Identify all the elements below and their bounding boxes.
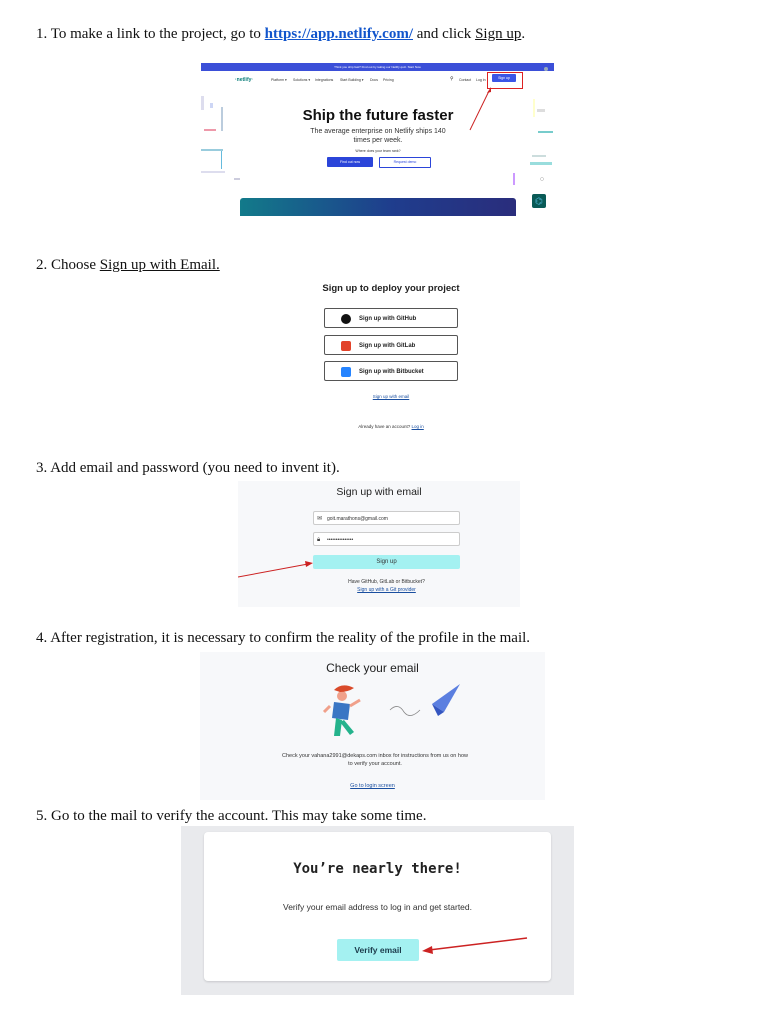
- verify-title: You’re nearly there!: [293, 861, 462, 877]
- screenshot-verify-email: [181, 826, 574, 995]
- screenshot-signup-options: [316, 280, 466, 440]
- lock-icon: 🔒︎: [317, 537, 321, 543]
- step-2: [36, 256, 220, 274]
- arrow-annotation: [181, 826, 574, 995]
- step-text: Go to the mail to verify the account. This may take some time.: [51, 808, 427, 824]
- password-field[interactable]: 🔒︎ •••••••••••••••: [313, 532, 460, 546]
- nav-item[interactable]: Start Building ▾: [340, 78, 364, 82]
- screenshot-check-email: [200, 652, 545, 800]
- step-number: 5.: [36, 808, 48, 824]
- step-4: [36, 629, 530, 647]
- github-signup-button[interactable]: Sign up with GitHub: [324, 308, 458, 328]
- signup-email-title: Sign up with email: [336, 486, 422, 498]
- netlify-link[interactable]: https://app.netlify.com/: [264, 26, 413, 42]
- nav-item[interactable]: Log in: [476, 78, 486, 82]
- step-action: Sign up with Email.: [99, 257, 220, 273]
- nav-item[interactable]: Solutions ▾: [293, 78, 311, 82]
- hero-title: Ship the future faster: [302, 107, 454, 124]
- step-text: and click: [416, 26, 472, 42]
- nav-item[interactable]: Platform ▾: [271, 78, 287, 82]
- paper-plane-illustration: [320, 682, 460, 750]
- hero-question: Where does your team rank?: [355, 149, 401, 153]
- email-field[interactable]: ✉ goit.marathons@gmail.com: [313, 511, 460, 525]
- arrow-annotation: [238, 481, 520, 607]
- verify-email-button[interactable]: Verify email: [337, 939, 419, 961]
- signup-submit-button[interactable]: Sign up: [313, 555, 460, 569]
- login-prompt: Already have an account? Log in: [358, 424, 424, 429]
- step-action: Sign up: [475, 26, 522, 42]
- signup-title: Sign up to deploy your project: [322, 283, 460, 294]
- netlify-logo: ·netlify·: [235, 77, 254, 83]
- gitlab-icon: [341, 341, 351, 351]
- github-icon: [341, 314, 351, 324]
- nav-item[interactable]: Integrations: [315, 78, 334, 82]
- step-number: 1.: [36, 26, 48, 42]
- step-number: 2.: [36, 257, 48, 273]
- nav-item[interactable]: Contact: [459, 78, 472, 82]
- chat-icon[interactable]: ⌬: [532, 194, 546, 208]
- step-3: [36, 459, 340, 477]
- nav-item[interactable]: Pricing: [383, 78, 394, 82]
- hero-gradient-panel: [240, 198, 516, 216]
- verify-text: Verify your email address to log in and get started.: [283, 902, 472, 912]
- step-number: 4.: [36, 630, 48, 646]
- step-1: 1. To make a link to the project, go to https://app.netlify.com/ and click Sign up.: [36, 26, 526, 42]
- search-icon[interactable]: ⚲: [450, 76, 454, 82]
- signup-button[interactable]: Sign up: [492, 74, 516, 82]
- promo-banner: Think you ship fast? Find out by taking our Netlify quiz. Start Now: [201, 63, 554, 71]
- step-number: 3.: [36, 460, 48, 476]
- email-signup-link[interactable]: Sign up with email: [372, 394, 410, 399]
- step-5: [36, 807, 426, 825]
- git-provider-link[interactable]: Sign up with a Git provider: [357, 587, 416, 593]
- request-demo-button[interactable]: Request demo: [379, 157, 431, 168]
- step-text: After registration, it is necessary to confirm the reality of the profile in the mail.: [50, 630, 531, 646]
- login-link[interactable]: Log in: [411, 424, 424, 429]
- bitbucket-signup-button[interactable]: Sign up with Bitbucket: [324, 361, 458, 381]
- bitbucket-icon: [341, 367, 351, 377]
- check-email-text: Check your vahana2991@dekaps.com inbox for instructions from us on how to verify your account.: [282, 753, 468, 767]
- check-email-title: Check your email: [326, 661, 419, 675]
- gitlab-signup-button[interactable]: Sign up with GitLab: [324, 335, 458, 355]
- screenshot-email-signup: [238, 481, 520, 607]
- mail-icon: ✉: [317, 516, 323, 522]
- find-out-button[interactable]: Find out now: [327, 157, 373, 167]
- step-text: Add email and password (you need to invent it).: [50, 460, 340, 476]
- screenshot-netlify-home: [201, 63, 554, 216]
- nav-item[interactable]: Docs: [370, 78, 378, 82]
- step-text: To make a link to the project, go to: [50, 26, 261, 42]
- hero-subtitle: The average enterprise on Netlify ships 140 times per week.: [310, 128, 446, 144]
- step-text: Choose: [51, 257, 96, 273]
- git-question: Have GitHub, GitLab or Bitbucket?: [348, 579, 425, 585]
- login-screen-link[interactable]: Go to login screen: [350, 783, 395, 789]
